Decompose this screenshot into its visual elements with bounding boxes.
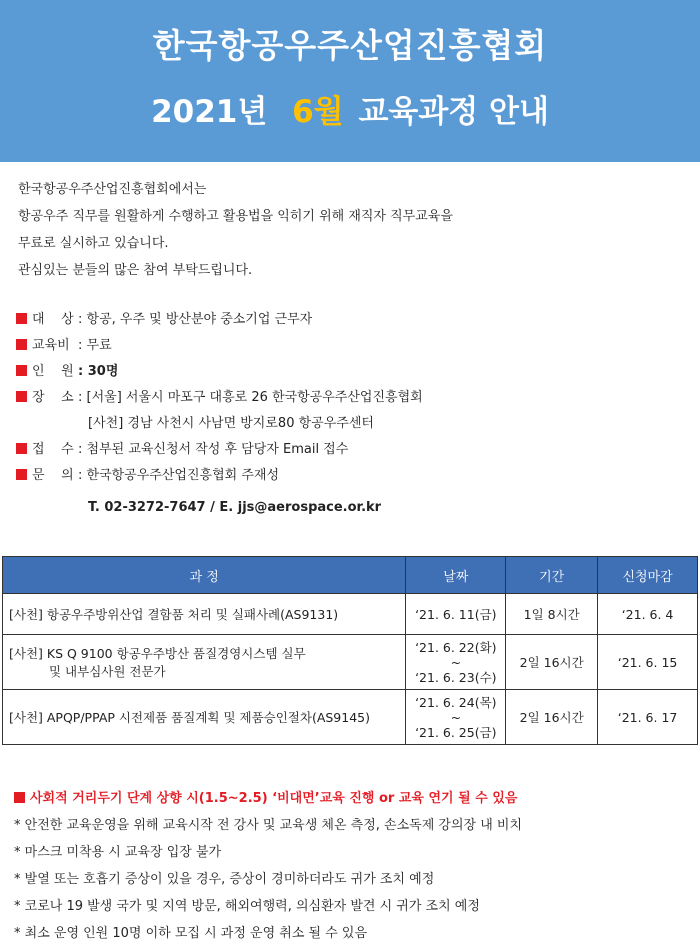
title-year: 2021년 bbox=[151, 94, 268, 130]
info-value: : 무료 bbox=[78, 338, 112, 353]
date-end: ‘21. 6. 25(금) bbox=[415, 724, 497, 740]
header-banner bbox=[0, 0, 700, 162]
note-item: * 코로나 19 발생 국가 및 지역 방문, 해외여행력, 의심환자 발견 시 귀가 조치 예정 bbox=[14, 899, 480, 914]
col-header-duration: 기간 bbox=[506, 557, 598, 594]
org-title: 한국항공우주산업진흥협회 bbox=[152, 26, 548, 65]
red-square-icon bbox=[16, 339, 27, 350]
note-item: * 발열 또는 호흡기 증상이 있을 경우, 증상이 경미하더라도 귀가 조치 예정 bbox=[14, 872, 435, 887]
info-value: : 한국항공우주산업진흥협회 주재성 bbox=[78, 468, 280, 483]
note-item: * 안전한 교육운영을 위해 교육시작 전 강사 및 교육생 체온 측정, 손소독제 강의장 내 비치 bbox=[14, 818, 523, 833]
table-row bbox=[3, 594, 698, 635]
intro-text bbox=[18, 176, 678, 284]
intro-line: 관심있는 분들의 많은 참여 부탁드립니다. bbox=[18, 263, 253, 278]
table-header-row bbox=[3, 557, 698, 594]
info-fee bbox=[16, 334, 686, 360]
course-name: [사천] 항공우주방위산업 결함품 처리 및 실패사례(AS9131) bbox=[3, 594, 406, 635]
info-label: 접 수 bbox=[32, 442, 74, 457]
warning-note bbox=[14, 786, 694, 813]
red-square-icon bbox=[16, 313, 27, 324]
course-deadline: ‘21. 6. 4 bbox=[598, 594, 698, 635]
intro-line: 한국항공우주산업진흥협회에서는 bbox=[18, 182, 207, 197]
course-duration: 2일 16시간 bbox=[506, 690, 598, 745]
course-deadline: ‘21. 6. 17 bbox=[598, 690, 698, 745]
red-square-icon bbox=[14, 792, 25, 803]
note-item: * 마스크 미착용 시 교육장 입장 불가 bbox=[14, 845, 222, 860]
info-contact-2: T. 02-3272-7647 / E. jjs@aerospace.or.kr bbox=[88, 500, 382, 515]
course-name bbox=[3, 635, 406, 690]
info-target bbox=[16, 308, 686, 334]
info-value: : 항공, 우주 및 방산분야 중소기업 근무자 bbox=[78, 312, 313, 327]
warning-text: 사회적 거리두기 단계 상향 시(1.5~2.5) ‘비대면’교육 진행 or 교육 연기 될 수 있음 bbox=[30, 791, 518, 806]
red-square-icon bbox=[16, 469, 27, 480]
table-row bbox=[3, 690, 698, 745]
intro-line: 항공우주 직무를 원활하게 수행하고 활용법을 익히기 위해 재직자 직무교육을 bbox=[18, 209, 453, 224]
info-label: 문 의 bbox=[32, 468, 74, 483]
course-date: ‘21. 6. 11(금) bbox=[406, 594, 506, 635]
info-contact bbox=[16, 464, 686, 490]
title-month: 6월 bbox=[292, 94, 344, 130]
course-deadline: ‘21. 6. 15 bbox=[598, 635, 698, 690]
course-name-line1: [사천] KS Q 9100 항공우주방산 품질경영시스템 실무 bbox=[9, 646, 306, 661]
page-title bbox=[0, 86, 700, 131]
intro-line: 무료로 실시하고 있습니다. bbox=[18, 236, 169, 251]
info-place-2: [사천] 경남 사천시 사남면 방지로80 항공우주센터 bbox=[88, 416, 374, 431]
course-name: [사천] APQP/PPAP 시전제품 품질계획 및 제품승인절차(AS9145) bbox=[3, 690, 406, 745]
course-duration: 2일 16시간 bbox=[506, 635, 598, 690]
info-label: 장 소 bbox=[32, 390, 74, 405]
info-list bbox=[16, 308, 686, 522]
col-header-course: 과 정 bbox=[3, 557, 406, 594]
date-start: ‘21. 6. 24(목) bbox=[415, 694, 497, 710]
red-square-icon bbox=[16, 365, 27, 376]
date-tilde: ~ bbox=[450, 709, 462, 725]
red-square-icon bbox=[16, 443, 27, 454]
info-label: 인 원 bbox=[32, 364, 74, 379]
course-duration: 1일 8시간 bbox=[506, 594, 598, 635]
info-place bbox=[16, 386, 686, 412]
col-header-date: 날짜 bbox=[406, 557, 506, 594]
info-value: : 30명 bbox=[78, 364, 119, 379]
date-start: ‘21. 6. 22(화) bbox=[415, 639, 497, 655]
red-square-icon bbox=[16, 391, 27, 402]
info-capacity bbox=[16, 360, 686, 386]
date-tilde: ~ bbox=[450, 654, 462, 670]
date-end: ‘21. 6. 23(수) bbox=[415, 669, 497, 685]
info-apply bbox=[16, 438, 686, 464]
title-subtitle: 교육과정 안내 bbox=[358, 94, 549, 130]
col-header-deadline: 신청마감 bbox=[598, 557, 698, 594]
info-label: 대 상 bbox=[32, 312, 74, 327]
course-date bbox=[406, 690, 506, 745]
info-value: : [서울] 서울시 마포구 대흥로 26 한국항공우주산업진흥협회 bbox=[78, 390, 423, 405]
course-date bbox=[406, 635, 506, 690]
note-item: * 최소 운영 인원 10명 이하 모집 시 과정 운영 취소 될 수 있음 bbox=[14, 926, 368, 941]
course-table bbox=[2, 556, 698, 745]
course-name-line2: 및 내부심사원 전문가 bbox=[49, 664, 166, 679]
info-label: 교육비 bbox=[32, 338, 70, 353]
table-row bbox=[3, 635, 698, 690]
notes-section bbox=[14, 786, 694, 948]
info-value: : 첨부된 교육신청서 작성 후 담당자 Email 접수 bbox=[78, 442, 349, 457]
